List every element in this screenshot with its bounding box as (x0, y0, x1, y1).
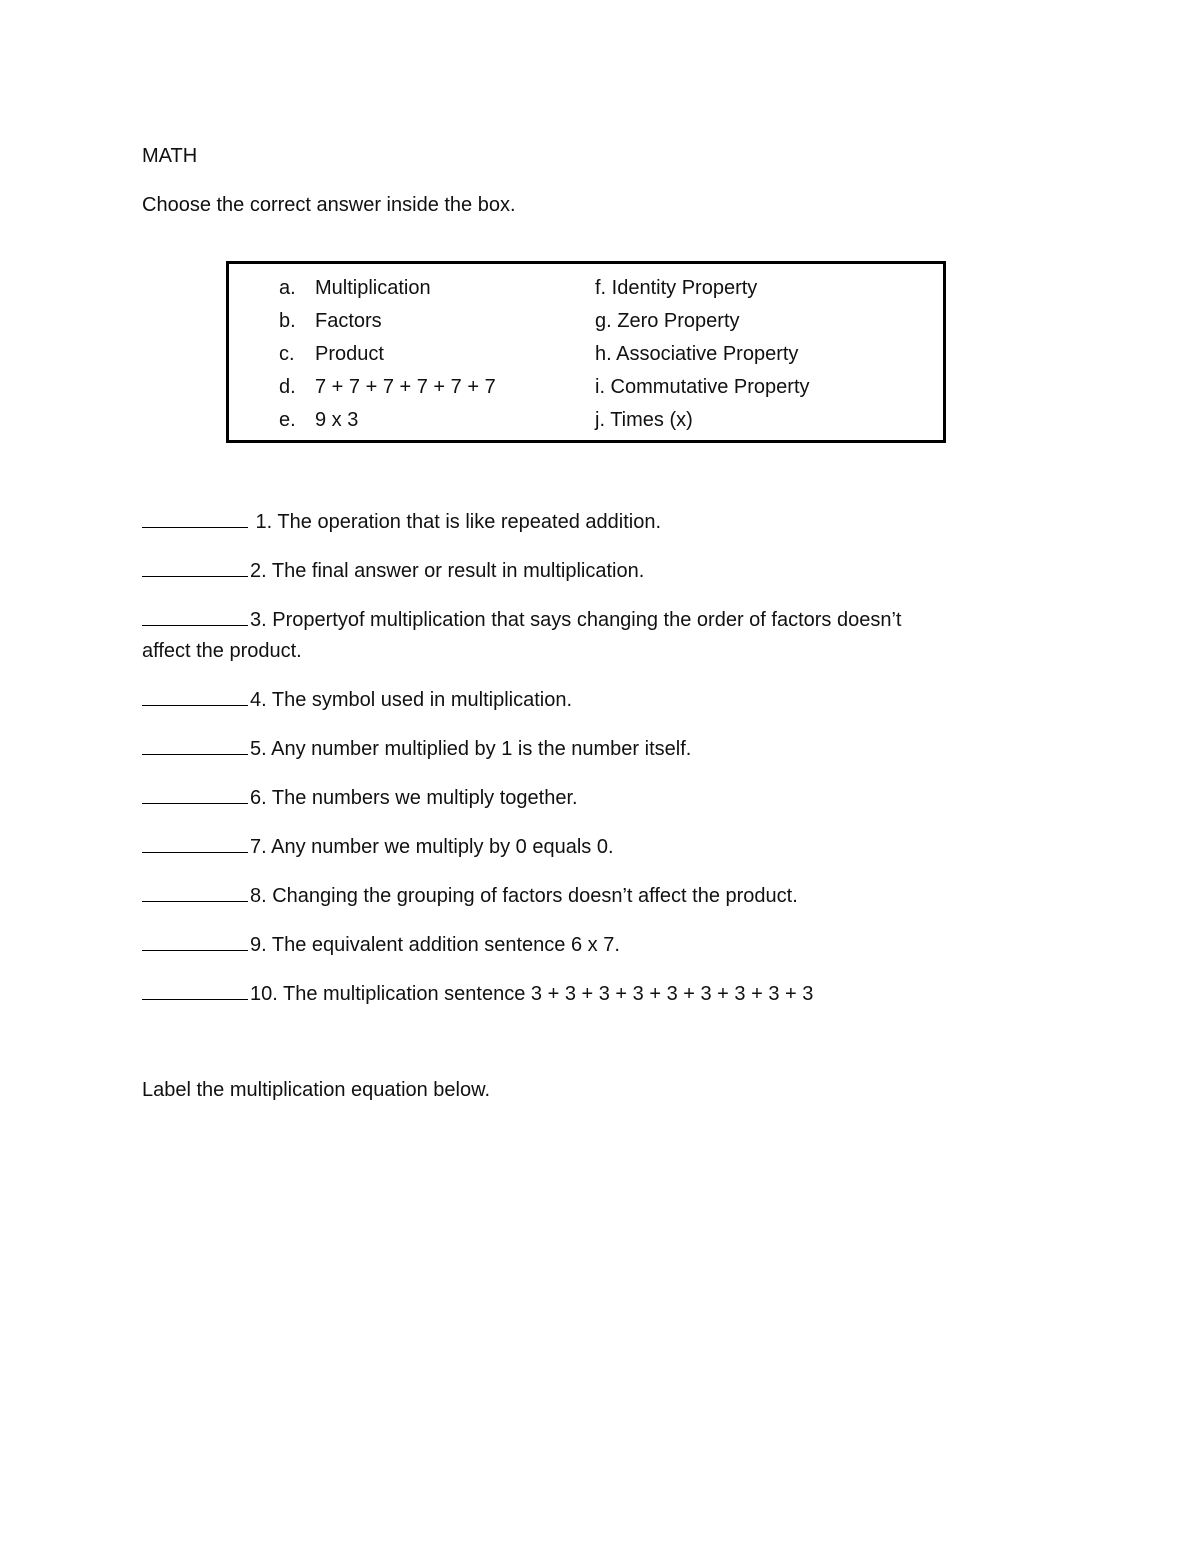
choice-text: g. Zero Property (595, 310, 740, 332)
question-item (142, 555, 1022, 588)
question-item (142, 782, 1022, 815)
choice-column-right (595, 276, 810, 441)
choice-letter: d. (279, 376, 296, 398)
choice-text: 9 x 3 (315, 409, 359, 431)
question-item (142, 929, 1022, 962)
question-text: 5. Any number multiplied by 1 is the number itself. (250, 738, 692, 760)
question-item (142, 604, 1022, 668)
question-item (142, 684, 1022, 717)
answer-blank[interactable] (142, 783, 248, 804)
question-text-continuation: affect the product. (142, 640, 302, 662)
choice-item (595, 375, 810, 408)
answer-blank[interactable] (142, 734, 248, 755)
question-list (142, 506, 1022, 1027)
choice-item (279, 309, 496, 342)
question-item (142, 506, 1022, 539)
answer-blank[interactable] (142, 605, 248, 626)
choice-text: 7 + 7 + 7 + 7 + 7 + 7 (315, 376, 496, 398)
question-item (142, 733, 1022, 766)
answer-blank[interactable] (142, 507, 248, 528)
answer-blank[interactable] (142, 979, 248, 1000)
question-text: 7. Any number we multiply by 0 equals 0. (250, 836, 614, 858)
choice-item (595, 342, 810, 375)
choice-text: Product (315, 343, 384, 365)
question-item (142, 978, 1022, 1011)
answer-blank[interactable] (142, 930, 248, 951)
choice-text: j. Times (x) (595, 409, 693, 431)
answer-blank[interactable] (142, 685, 248, 706)
choice-letter: c. (279, 343, 295, 365)
choice-letter: b. (279, 310, 296, 332)
choice-item (595, 309, 810, 342)
choice-item (279, 342, 496, 375)
question-text: 2. The final answer or result in multiplication. (250, 560, 645, 582)
answer-choice-box (226, 261, 946, 443)
choice-item (279, 375, 496, 408)
choice-item (279, 276, 496, 309)
question-text: 3. Propertyof multiplication that says changing the order of factors doesn’t (250, 609, 902, 631)
question-text: 8. Changing the grouping of factors doesn’t affect the product. (250, 885, 798, 907)
choice-text: Factors (315, 310, 382, 332)
choice-item (279, 408, 496, 441)
choice-item (595, 276, 810, 309)
choice-text: i. Commutative Property (595, 376, 810, 398)
question-item (142, 880, 1022, 913)
question-item (142, 831, 1022, 864)
instruction-text: Choose the correct answer inside the box. (142, 194, 516, 216)
choice-item (595, 408, 810, 441)
question-text: 4. The symbol used in multiplication. (250, 689, 573, 711)
choice-text: Multiplication (315, 277, 431, 299)
question-text: 6. The numbers we multiply together. (250, 787, 578, 809)
answer-blank[interactable] (142, 832, 248, 853)
question-text: 1. The operation that is like repeated addition. (250, 511, 662, 533)
choice-text: h. Associative Property (595, 343, 799, 365)
question-text: 10. The multiplication sentence 3 + 3 + 3 + 3 + 3 + 3 + 3 + 3 + 3 (250, 983, 814, 1005)
page-title: MATH (142, 145, 198, 167)
answer-blank[interactable] (142, 556, 248, 577)
answer-blank[interactable] (142, 881, 248, 902)
choice-column-left (279, 276, 496, 441)
label-instruction: Label the multiplication equation below. (142, 1079, 491, 1101)
choice-text: f. Identity Property (595, 277, 758, 299)
choice-letter: a. (279, 277, 296, 299)
choice-letter: e. (279, 409, 296, 431)
question-text: 9. The equivalent addition sentence 6 x 7. (250, 934, 620, 956)
